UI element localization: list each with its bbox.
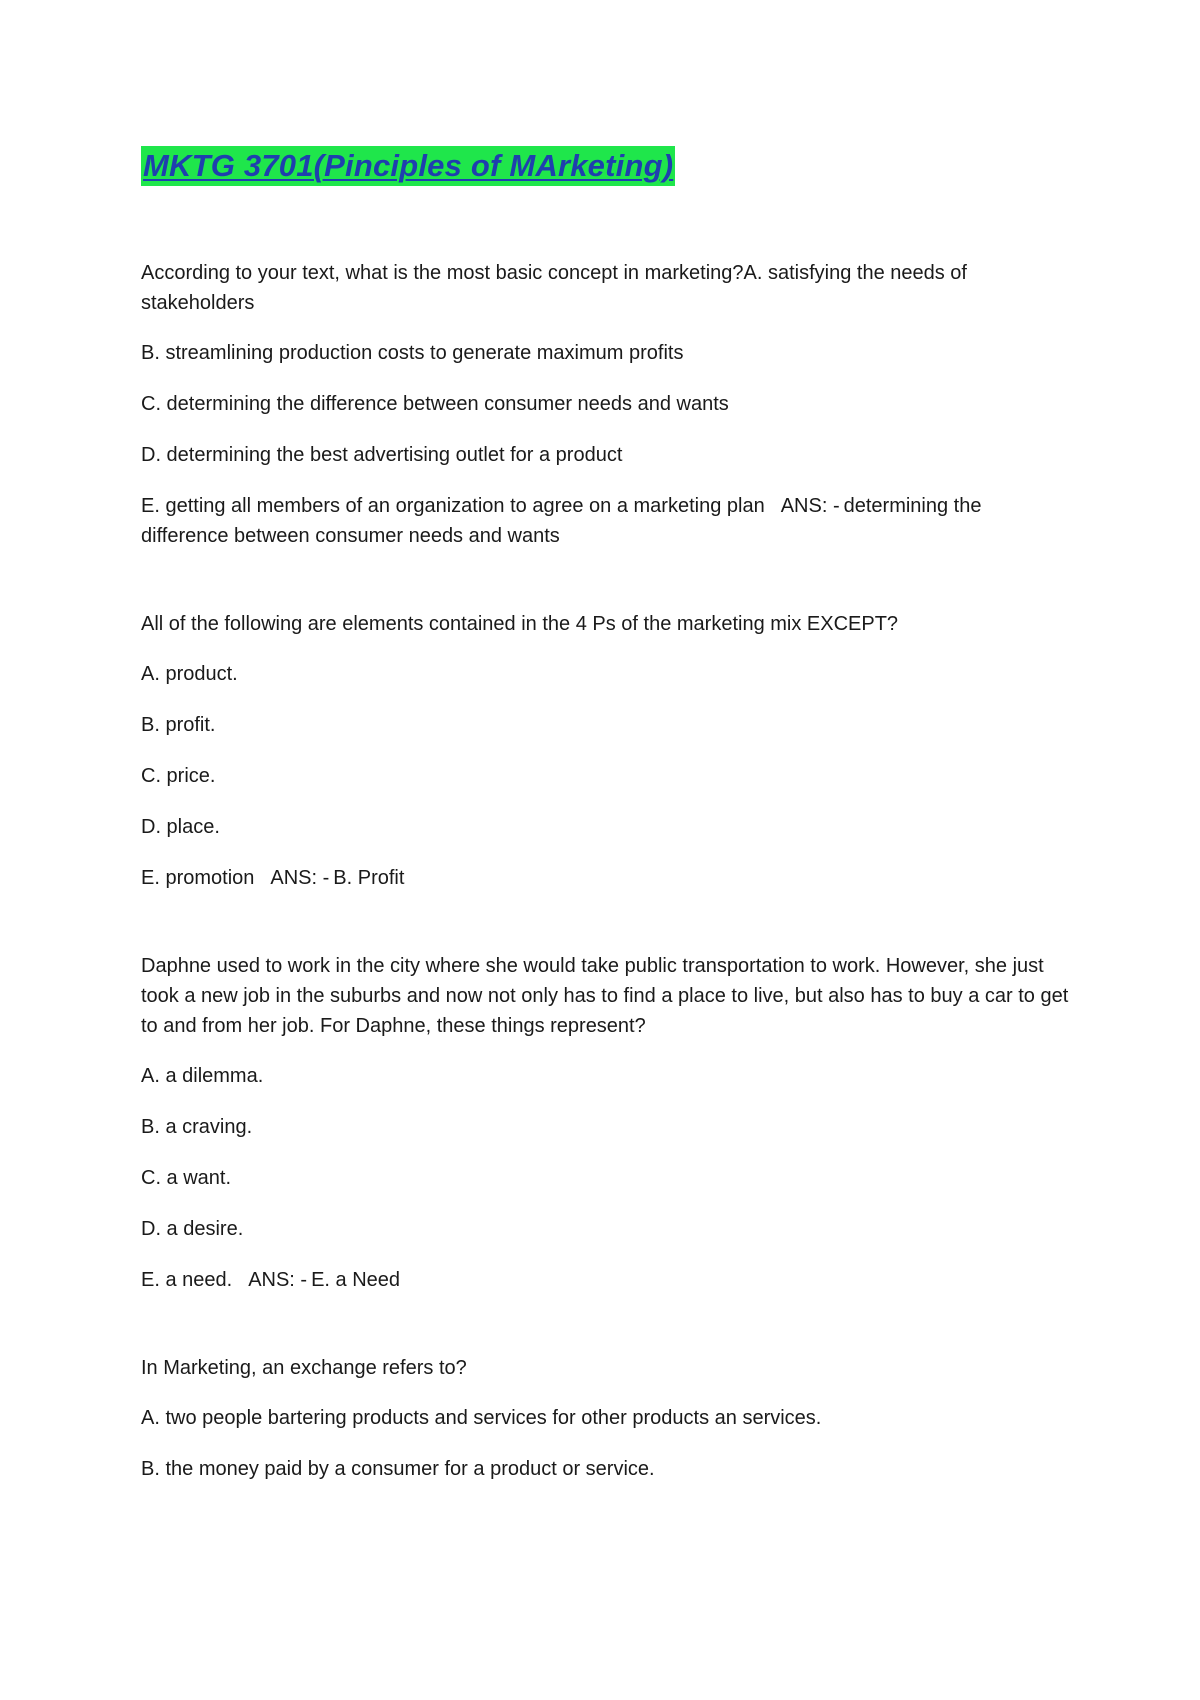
question-3	[141, 951, 1071, 1295]
question-text: Daphne used to work in the city where she would take public transportation to work. However, she just took a new job in the suburbs and now not only has to find a place to live, but also has to buy a car to get to and from her job. For Daphne, these things represent?	[141, 955, 1069, 1037]
answer-option: A. product.	[141, 663, 238, 685]
question-list	[141, 258, 1071, 1484]
answer-option: B. a craving.	[141, 1116, 253, 1138]
answer-option-with-answer	[141, 863, 1071, 893]
answer-option: A. two people bartering products and services for other products an services.	[141, 1407, 822, 1429]
answer-option: C. price.	[141, 765, 216, 787]
answer-option-text: E. promotion	[141, 867, 255, 889]
question-text: In Marketing, an exchange refers to?	[141, 1357, 467, 1379]
document-title: MKTG 3701(Pinciples of MArketing)	[141, 146, 675, 186]
answer-text: E. a Need	[311, 1269, 401, 1291]
answer-option: C. a want.	[141, 1167, 232, 1189]
answer-option: B. the money paid by a consumer for a product or service.	[141, 1458, 655, 1480]
answer-text: B. Profit	[333, 867, 405, 889]
answer-option-text: E. a need.	[141, 1269, 233, 1291]
question-2	[141, 609, 1071, 893]
answer-option: B. profit.	[141, 714, 216, 736]
question-1	[141, 258, 1071, 551]
answer-option-with-answer	[141, 491, 1071, 551]
answer-option: B. streamlining production costs to generate maximum profits	[141, 342, 684, 364]
answer-option-with-answer	[141, 1265, 1071, 1295]
answer-label: ANS: -	[780, 495, 840, 517]
answer-option: C. determining the difference between consumer needs and wants	[141, 393, 729, 415]
answer-option-text: E. getting all members of an organization to agree on a marketing plan	[141, 495, 765, 517]
answer-option: D. determining the best advertising outlet for a product	[141, 444, 623, 466]
answer-option: D. place.	[141, 816, 220, 838]
answer-label: ANS: -	[270, 867, 330, 889]
answer-option: D. a desire.	[141, 1218, 244, 1240]
answer-label: ANS: -	[248, 1269, 308, 1291]
question-text: According to your text, what is the most basic concept in marketing?A. satisfying the needs of stakeholders	[141, 262, 967, 314]
question-text: All of the following are elements contained in the 4 Ps of the marketing mix EXCEPT?	[141, 613, 899, 635]
answer-option: A. a dilemma.	[141, 1065, 264, 1087]
question-4	[141, 1353, 1071, 1484]
answer-text: determining the difference between consumer needs and wants	[141, 495, 982, 547]
document-content	[141, 146, 1071, 1542]
